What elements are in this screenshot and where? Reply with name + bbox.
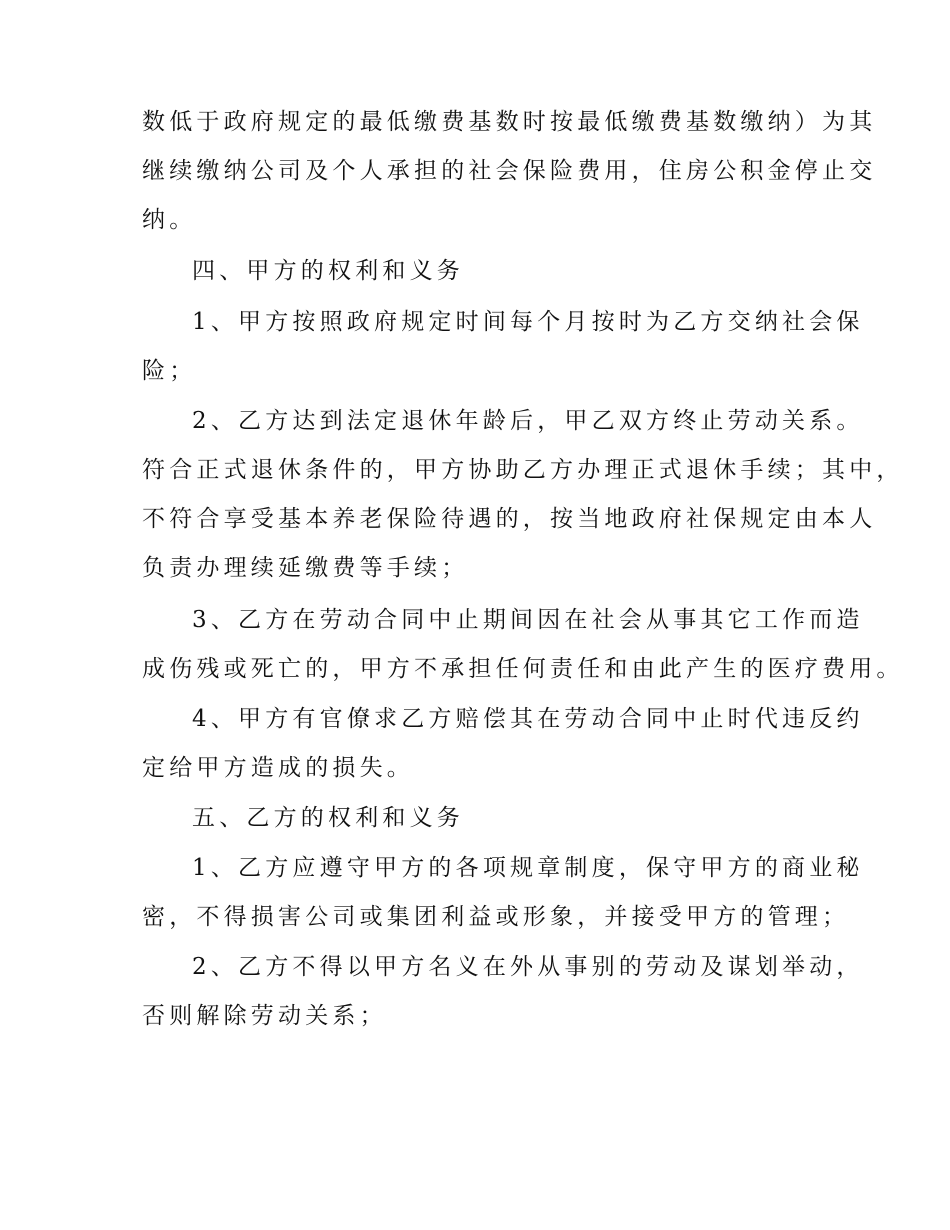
section-heading: 五、乙方的权利和义务: [192, 805, 464, 831]
text-line: 符合正式退休条件的，甲方协助乙方办理正式退休手续；其中，: [142, 457, 904, 483]
text-line: 4、甲方有官僚求乙方赔偿其在劳动合同中止时代违反约: [192, 706, 864, 732]
text-line: 数低于政府规定的最低缴费基数时按最低缴费基数缴纳）为其: [142, 109, 877, 135]
text-line: 不符合享受基本养老保险待遇的，按当地政府社保规定由本人: [142, 506, 877, 532]
text-line: 1、甲方按照政府规定时间每个月按时为乙方交纳社会保: [192, 309, 864, 335]
text-line: 成伤残或死亡的，甲方不承担任何责任和由此产生的医疗费用。: [142, 656, 904, 682]
text-line: 定给甲方造成的损失。: [142, 755, 414, 781]
text-line: 1、乙方应遵守甲方的各项规章制度，保守甲方的商业秘: [192, 855, 864, 881]
text-line: 继续缴纳公司及个人承担的社会保险费用，住房公积金停止交: [142, 158, 877, 184]
text-line: 险；: [142, 358, 197, 384]
text-line: 否则解除劳动关系；: [142, 1003, 387, 1029]
text-line: 2、乙方达到法定退休年龄后，甲乙双方终止劳动关系。: [192, 408, 864, 434]
text-line: 纳。: [142, 207, 197, 233]
text-line: 密，不得损害公司或集团利益或形象，并接受甲方的管理；: [142, 904, 850, 930]
section-heading: 四、甲方的权利和义务: [192, 258, 464, 284]
text-line: 负责办理续延缴费等手续；: [142, 555, 469, 581]
text-line: 2、乙方不得以甲方名义在外从事别的劳动及谋划举动，: [192, 954, 864, 980]
text-line: 3、乙方在劳动合同中止期间因在社会从事其它工作而造: [192, 607, 864, 633]
